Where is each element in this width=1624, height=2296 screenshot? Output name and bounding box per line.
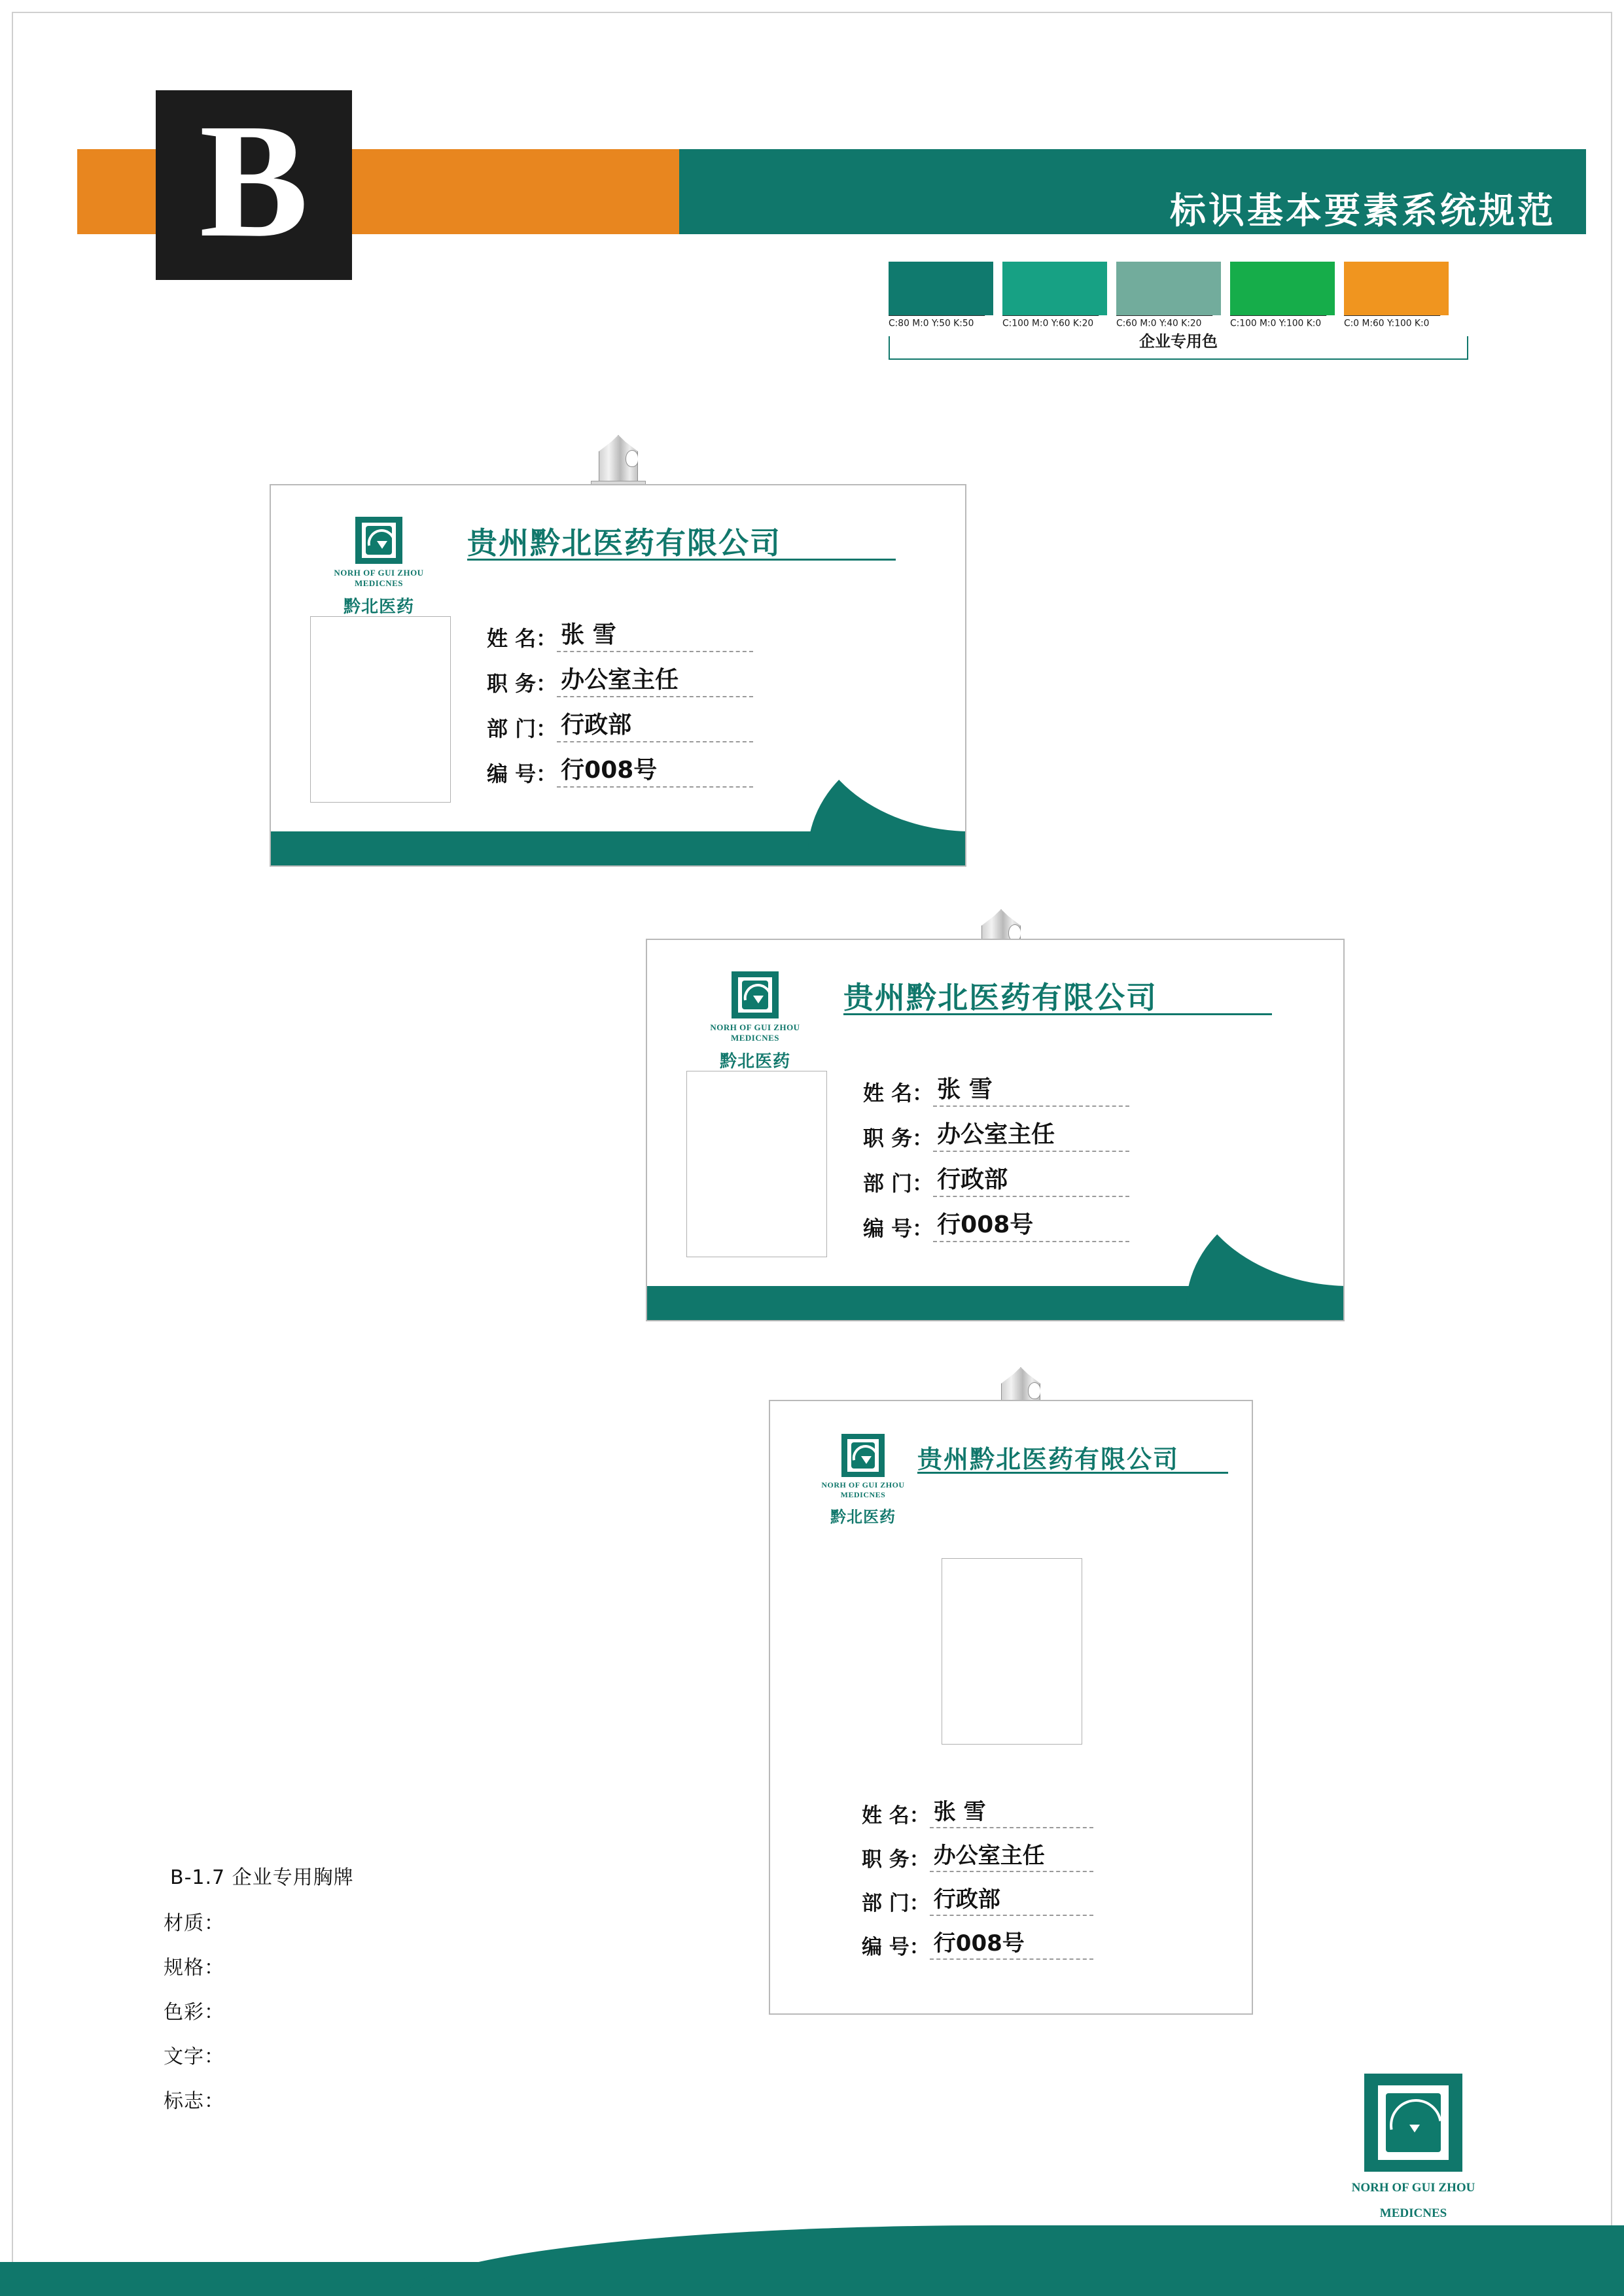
corporate-color-swatches: [889, 262, 1471, 360]
field-label-title: 职 务：: [863, 1126, 934, 1151]
footer-english-line2: MEDICNES: [1379, 2206, 1447, 2220]
field-value-id: 行008号: [557, 752, 753, 788]
field-row-title: [487, 661, 753, 697]
footer-logo: [1348, 2074, 1479, 2222]
caption-item-text: 文字：: [164, 2045, 224, 2068]
swatch-label: C:100 M:0 Y:60 K:20: [1002, 315, 1099, 328]
section-letter-block: [156, 90, 352, 280]
field-row-name: [862, 1794, 1093, 1828]
field-row-title: [862, 1837, 1093, 1872]
badge-card-2: [646, 939, 1345, 1321]
logo-english-line1: NORH OF GUI ZHOU: [334, 568, 424, 578]
field-value-title: 办公室主任: [933, 1116, 1129, 1152]
logo-english-line1: NORH OF GUI ZHOU: [710, 1022, 800, 1032]
logo-english-line2: MEDICNES: [354, 578, 404, 589]
caption-title: B-1.7 企业专用胸牌: [170, 1866, 354, 1889]
company-name-2: 贵州黔北医药有限公司: [843, 980, 1157, 1015]
field-label-title: 职 务：: [862, 1848, 930, 1871]
field-label-title: 职 务：: [487, 671, 557, 696]
section-letter: B: [199, 90, 309, 271]
swatch-group-bracket: [889, 332, 1468, 360]
badge-logo-1: [310, 517, 448, 617]
swatch-group-label: 企业专用色: [1130, 328, 1227, 351]
badge-logo-2: [686, 971, 824, 1072]
field-row-id: [487, 752, 753, 788]
field-label-name: 姓 名：: [863, 1081, 934, 1105]
caption-item-material: 材质：: [164, 1912, 224, 1935]
field-value-title: 办公室主任: [930, 1837, 1093, 1872]
badge-card-3: [769, 1400, 1253, 2015]
company-name-rule-1: [467, 559, 896, 561]
logo-mark-icon: [1364, 2074, 1462, 2172]
caption-block: [164, 1861, 354, 2129]
photo-placeholder-3: [942, 1558, 1082, 1745]
logo-mark-icon: [355, 517, 402, 564]
field-row-title: [863, 1116, 1129, 1152]
badge-logo-3: [798, 1434, 928, 1527]
field-label-dept: 部 门：: [862, 1892, 930, 1915]
field-label-name: 姓 名：: [862, 1804, 930, 1828]
field-row-dept: [487, 706, 753, 742]
field-label-id: 编 号：: [863, 1216, 934, 1241]
swatch-label: C:0 M:60 Y:100 K:0: [1344, 315, 1440, 328]
field-row-id: [863, 1206, 1129, 1242]
company-name-rule-3: [917, 1472, 1228, 1474]
swatch-item: [1344, 262, 1449, 330]
footer-english-line1: NORH OF GUI ZHOU: [1351, 2181, 1475, 2195]
swatch-item: [1230, 262, 1335, 330]
swatch-chip: [1002, 262, 1107, 315]
swatch-label: C:100 M:0 Y:100 K:0: [1230, 315, 1326, 328]
badge-fields-3: [862, 1794, 1093, 1969]
logo-chinese: 黔北医药: [719, 1051, 790, 1071]
photo-placeholder-1: [310, 616, 451, 803]
company-name-1: 贵州黔北医药有限公司: [467, 525, 781, 561]
field-label-dept: 部 门：: [863, 1171, 934, 1196]
swatch-chip: [1116, 262, 1221, 315]
photo-placeholder-2: [686, 1071, 827, 1257]
page-title: 标识基本要素系统规范: [1169, 190, 1556, 232]
logo-english-line2: MEDICNES: [840, 1490, 886, 1499]
logo-mark-icon: [732, 971, 779, 1018]
swatch-item: [1116, 262, 1221, 330]
logo-chinese: 黔北医药: [343, 597, 414, 617]
badge-card-1: [270, 484, 966, 867]
field-row-name: [487, 616, 753, 652]
logo-mark-icon: [841, 1434, 885, 1477]
field-value-title: 办公室主任: [557, 661, 753, 697]
company-name-rule-2: [843, 1013, 1272, 1015]
clip-hole-icon: [626, 450, 639, 467]
swatch-item: [889, 262, 993, 330]
swatch-chip: [1344, 262, 1449, 315]
field-value-dept: 行政部: [557, 706, 753, 742]
caption-item-spec: 规格：: [164, 1957, 224, 1979]
clip-hole-icon: [1028, 1382, 1041, 1399]
field-label-id: 编 号：: [862, 1936, 930, 1959]
field-value-dept: 行政部: [933, 1161, 1129, 1197]
swatch-label: C:60 M:0 Y:40 K:20: [1116, 315, 1212, 328]
caption-item-logo: 标志：: [164, 2090, 224, 2113]
field-label-id: 编 号：: [487, 761, 557, 786]
field-row-id: [862, 1925, 1093, 1960]
logo-english-line1: NORH OF GUI ZHOU: [821, 1480, 905, 1489]
footer-decoration: [0, 2218, 1624, 2296]
swatch-label: C:80 M:0 Y:50 K:50: [889, 315, 985, 328]
field-value-dept: 行政部: [930, 1881, 1093, 1916]
field-row-name: [863, 1071, 1129, 1107]
field-value-id: 行008号: [930, 1925, 1093, 1960]
field-row-dept: [863, 1161, 1129, 1197]
clip-body-icon: [599, 435, 638, 483]
caption-item-color: 色彩：: [164, 2001, 224, 2024]
swatch-item: [1002, 262, 1107, 330]
badge-fields-2: [863, 1071, 1129, 1251]
field-label-dept: 部 门：: [487, 716, 557, 741]
header-green-bar: [679, 149, 1586, 234]
logo-chinese: 黔北医药: [830, 1508, 896, 1526]
field-label-name: 姓 名：: [487, 626, 557, 651]
company-name-3: 贵州黔北医药有限公司: [917, 1445, 1180, 1474]
swatch-chip: [889, 262, 993, 315]
field-value-id: 行008号: [933, 1206, 1129, 1242]
swatch-chip: [1230, 262, 1335, 315]
badge-fields-1: [487, 616, 753, 797]
logo-english-line2: MEDICNES: [730, 1033, 780, 1043]
field-value-name: 张 雪: [933, 1071, 1129, 1107]
field-row-dept: [862, 1881, 1093, 1916]
field-value-name: 张 雪: [930, 1794, 1093, 1828]
field-value-name: 张 雪: [557, 616, 753, 652]
